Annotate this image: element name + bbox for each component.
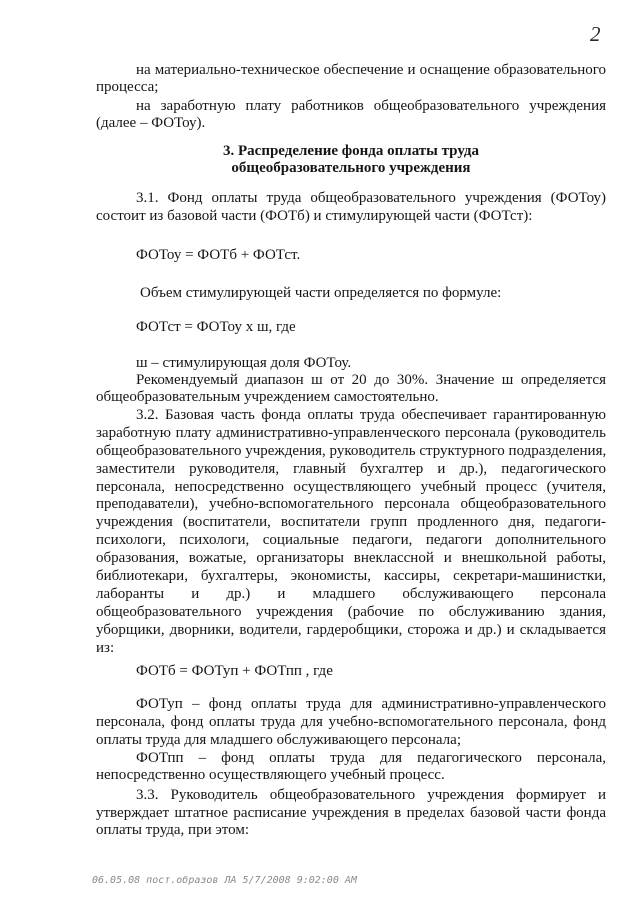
text-line: на заработную плату работников общеобразовательного учреждения — [136, 98, 606, 114]
text-line: персонала, фонд оплаты труда для учебно-вспомогательного персонала, фонд — [96, 714, 606, 730]
text-line: общеобразовательного учреждения (рабочие по обслуживанию здания, — [96, 604, 606, 620]
section-heading-line: 3. Распределение фонда оплаты труда — [223, 143, 479, 159]
section-heading-line: общеобразовательного учреждения — [231, 160, 471, 176]
text-line: общеобразовательного учреждения, руководитель структурного подразделения, — [96, 443, 607, 459]
text-line: из: — [96, 640, 115, 656]
text-line: библиотекари, бухгалтеры, экономисты, кассиры, секретари-машинистки, — [96, 568, 606, 584]
text-line: утверждает штатное расписание учреждения в пределах базовой части фонда — [96, 805, 606, 821]
text-line: на материально-техническое обеспечение и оснащение образовательного — [136, 62, 606, 78]
text-line: образования, вожатые, организаторы внеклассной и внешкольной работы, — [96, 550, 606, 566]
text-line: состоит из базовой части (ФОТб) и стимулирующей части (ФОТст): — [96, 208, 533, 224]
text-line: уборщики, дворники, водители, гардеробщики, сторожа и др.) и складывается — [96, 622, 606, 638]
text-line: лаборанты и др.) и младшего обслуживающего персонала — [96, 586, 606, 602]
text-line: ФОТб = ФОТуп + ФОТпп , где — [136, 663, 333, 679]
text-line: заработную плату административно-управленческого персонала (руководитель — [96, 425, 606, 441]
text-line: процесса; — [96, 79, 159, 95]
text-line: 3.2. Базовая часть фонда оплаты труда обеспечивает гарантированную — [136, 407, 606, 423]
page-number: 2 — [590, 22, 601, 46]
text-line: учреждения (воспитатели, воспитатели групп продленного дня, педагоги- — [96, 514, 606, 530]
text-line: 3.3. Руководитель общеобразовательного учреждения формирует и — [136, 787, 606, 803]
text-line: оплаты труда, при этом: — [96, 822, 250, 838]
text-line: ФОТуп – фонд оплаты труда для административно-управленческого — [136, 696, 606, 712]
text-line: ФОТст = ФОТоу х ш, где — [136, 319, 296, 335]
text-line: ФОТоу = ФОТб + ФОТст. — [136, 247, 301, 263]
text-line: Рекомендуемый диапазон ш от 20 до 30%. Значение ш определяется — [136, 372, 606, 388]
footer-stamp: 06.05.08 пост.образов ЛА 5/7/2008 9:02:00 AM — [92, 875, 357, 886]
text-line: 3.1. Фонд оплаты труда общеобразовательного учреждения (ФОТоу) — [136, 190, 606, 206]
text-line: психологи, психологи, социальные педагоги, педагоги дополнительного — [96, 532, 606, 548]
text-line: (далее – ФОТоу). — [96, 115, 206, 131]
text-line: заместители руководителя, главный бухгалтер и др.), педагогического — [96, 461, 606, 477]
text-line: персонала, непосредственно осуществляющего учебный процесс (учителя, — [96, 479, 606, 495]
text-line: непосредственно осуществляющего учебный процесс. — [96, 767, 445, 783]
text-line: общеобразовательным учреждением самостоятельно. — [96, 389, 439, 405]
text-line: оплаты труда для младшего обслуживающего персонала; — [96, 732, 461, 748]
text-line: ФОТпп – фонд оплаты труда для педагогического персонала, — [136, 750, 606, 766]
text-line: ш – стимулирующая доля ФОТоу. — [136, 355, 352, 371]
text-line: Объем стимулирующей части определяется по формуле: — [140, 285, 502, 301]
text-line: преподаватели), учебно-вспомогательного персонала общеобразовательного — [96, 496, 606, 512]
